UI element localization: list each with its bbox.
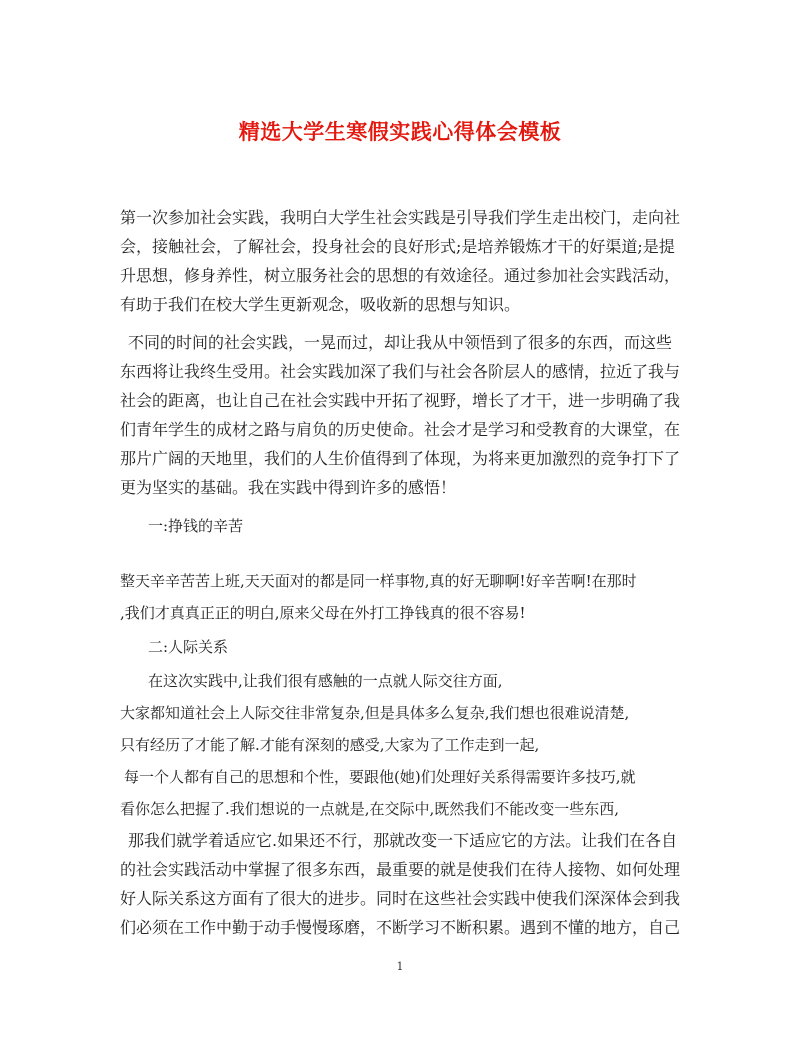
body-line: 好人际关系这方面有了很大的进步。同时在这些社会实践中使我们深深体会到我 — [120, 889, 681, 908]
body-line: 更为坚实的基础。我在实践中得到许多的感悟！ — [120, 478, 457, 497]
body-line: 们必须在工作中勤于动手慢慢琢磨，不断学习不断积累。遇到不懂的地方，自己 — [120, 918, 681, 937]
page-number: 1 — [396, 960, 404, 973]
body-line: 升思想，修身养性，树立服务社会的思想的有效途径。通过参加社会实践活动， — [120, 266, 681, 285]
body-line: 在这次实践中,让我们很有感触的一点就人际交往方面, — [148, 672, 503, 690]
body-line: 不同的时间的社会实践，一晃而过，却让我从中领悟到了很多的东西，而这些 — [128, 333, 673, 352]
body-line: 社会的距离，也让自己在社会实践中开拓了视野，增长了才干，进一步明确了我 — [120, 391, 681, 410]
section-heading: 一:挣钱的辛苦 — [148, 517, 244, 535]
document-title: 精选大学生寒假实践心得体会模板 — [238, 119, 562, 144]
section-heading: 二:人际关系 — [148, 638, 229, 656]
body-line: ,我们才真真正正的明白,原来父母在外打工挣钱真的很不容易! — [120, 604, 526, 622]
body-line: 第一次参加社会实践，我明白大学生社会实践是引导我们学生走出校门，走向社 — [120, 208, 681, 227]
body-line: 们青年学生的成材之路与肩负的历史使命。社会才是学习和受教育的大课堂，在 — [120, 420, 681, 439]
body-line: 的社会实践活动中掌握了很多东西，最重要的就是使我们在待人接物、如何处理 — [120, 860, 681, 879]
body-line: 只有经历了才能了解.才能有深刻的感受,大家为了工作走到一起, — [120, 736, 540, 754]
body-line: 会，接触社会，了解社会，投身社会的良好形式;是培养锻炼才干的好渠道;是提 — [120, 237, 675, 256]
body-line: 看你怎么把握了.我们想说的一点就是,在交际中,既然我们不能改变一些东西, — [120, 800, 620, 818]
body-line: 那片广阔的天地里，我们的人生价值得到了体现，为将来更加激烈的竞争打下了 — [120, 449, 681, 468]
body-line: 那我们就学着适应它.如果还不行，那就改变一下适应它的方法。让我们在各自 — [128, 831, 678, 850]
body-line: 整天辛辛苦苦上班,天天面对的都是同一样事物,真的好无聊啊!好辛苦啊!在那时 — [120, 572, 637, 590]
body-line: 每一个人都有自己的思想和个性，要跟他(她)们处理好关系得需要许多技巧,就 — [124, 768, 636, 786]
body-line: 大家都知道社会上人际交往非常复杂,但是具体多么复杂,我们想也很难说清楚, — [120, 704, 630, 722]
body-line: 东西将让我终生受用。社会实践加深了我们与社会各阶层人的感情，拉近了我与 — [120, 362, 681, 381]
body-line: 有助于我们在校大学生更新观念，吸收新的思想与知识。 — [120, 295, 521, 314]
